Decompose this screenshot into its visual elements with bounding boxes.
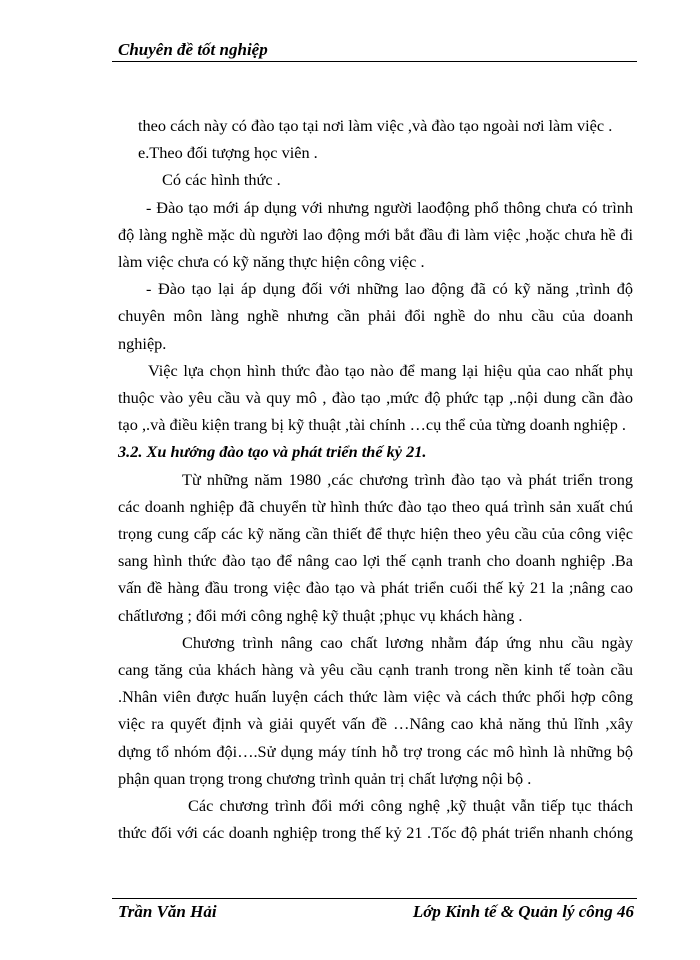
text-line: cang tăng của khách hàng và yêu cầu cạnh tranh trong nền kinh tế toàn cầu [118, 660, 633, 680]
text-line: Có các hình thức . [162, 170, 281, 190]
header-divider [112, 61, 637, 62]
text-line: phận quan trọng trong chương trình quản trị chất lượng nội bộ . [118, 768, 532, 788]
paragraph-block-1 [118, 112, 633, 438]
text-line: - Đào tạo lại áp dụng đối với những lao động đã có kỹ năng ,trình độ [146, 279, 633, 299]
text-line: theo cách này có đào tạo tại nơi làm việc ,và đào tạo ngoài nơi làm việc . [138, 116, 613, 135]
text-line: dựng tổ nhóm đội….Sử dụng máy tính hỗ trợ trong các mô hình là những bộ [118, 741, 633, 761]
document-body [118, 112, 633, 846]
text-line: tạo ,.và điều kiện trang bị kỹ thuật ,tài chính …cụ thể của từng doanh nghiệp . [118, 415, 626, 435]
text-line: Từ những năm 1980 ,các chương trình đào tạo và phát triển trong [182, 469, 633, 489]
text-line: Việc lựa chọn hình thức đào tạo nào để mang lại hiệu qủa cao nhất phụ [148, 360, 633, 380]
text-line: chuyên môn làng nghề nhưng cần phải đổi nghề do nhu cầu của doanh [118, 306, 633, 326]
text-line: thuộc vào yêu cầu và quy mô , đào tạo ,mức độ phức tạp ,.nội dung cần đào [118, 388, 633, 408]
text-line: .Nhân viên được huấn luyện cách thức làm việc và cách thức phối hợp công [118, 687, 633, 707]
footer-author: Trần Văn Hải [118, 902, 217, 921]
text-line: trọng cung cấp các kỹ năng cần thiết để thực hiện theo yêu cầu của công việc [118, 524, 633, 544]
text-line: thức đối với các doanh nghiệp trong thế kỷ 21 .Tốc độ phát triển nhanh chóng [118, 823, 633, 843]
text-line: việc ra quyết định và giải quyết vấn đề …Nâng cao khả năng thủ lĩnh ,xây [118, 714, 633, 734]
text-line: - Đào tạo mới áp dụng với nhưng người laođộng phổ thông chưa có trình [146, 197, 633, 217]
text-line: nghiệp. [118, 333, 167, 353]
text-line: làm việc chưa có kỹ năng thực hiện công việc . [118, 252, 425, 272]
text-line: chấtlương ; đổi mới công nghệ kỹ thuật ;phục vụ khách hàng . [118, 605, 523, 625]
text-line: độ làng nghề mặc dù người lao động mới bắt đầu đi làm việc ,hoặc chưa hề đi [118, 224, 633, 244]
footer-divider [112, 898, 637, 899]
paragraph-block-2 [118, 466, 633, 847]
text-line: vấn đề hàng đầu trong việc đào tạo và phát triển cuối thế kỷ 21 la ;nâng cao [118, 578, 633, 598]
text-line: Các chương trình đổi mới công nghệ ,kỹ thuật vẫn tiếp tục thách [188, 796, 633, 816]
text-line: sang hình thức đào tạo để nâng cao lợi thế cạnh tranh cho doanh nghiệp .Ba [118, 551, 633, 571]
text-line: các doanh nghiệp đã chuyển từ hình thức đào tạo theo quá trình sản xuất chú [118, 496, 633, 516]
footer-class: Lớp Kinh tế & Quản lý công 46 [412, 902, 634, 921]
text-line: e.Theo đối tượng học viên . [138, 143, 318, 163]
text-line: Chương trình nâng cao chất lương nhằm đáp ứng nhu cầu ngày [182, 632, 633, 652]
section-heading: 3.2. Xu hướng đào tạo và phát triển thế kỷ 21. [118, 442, 427, 462]
page-header-title: Chuyên đề tốt nghiệp [118, 40, 268, 59]
